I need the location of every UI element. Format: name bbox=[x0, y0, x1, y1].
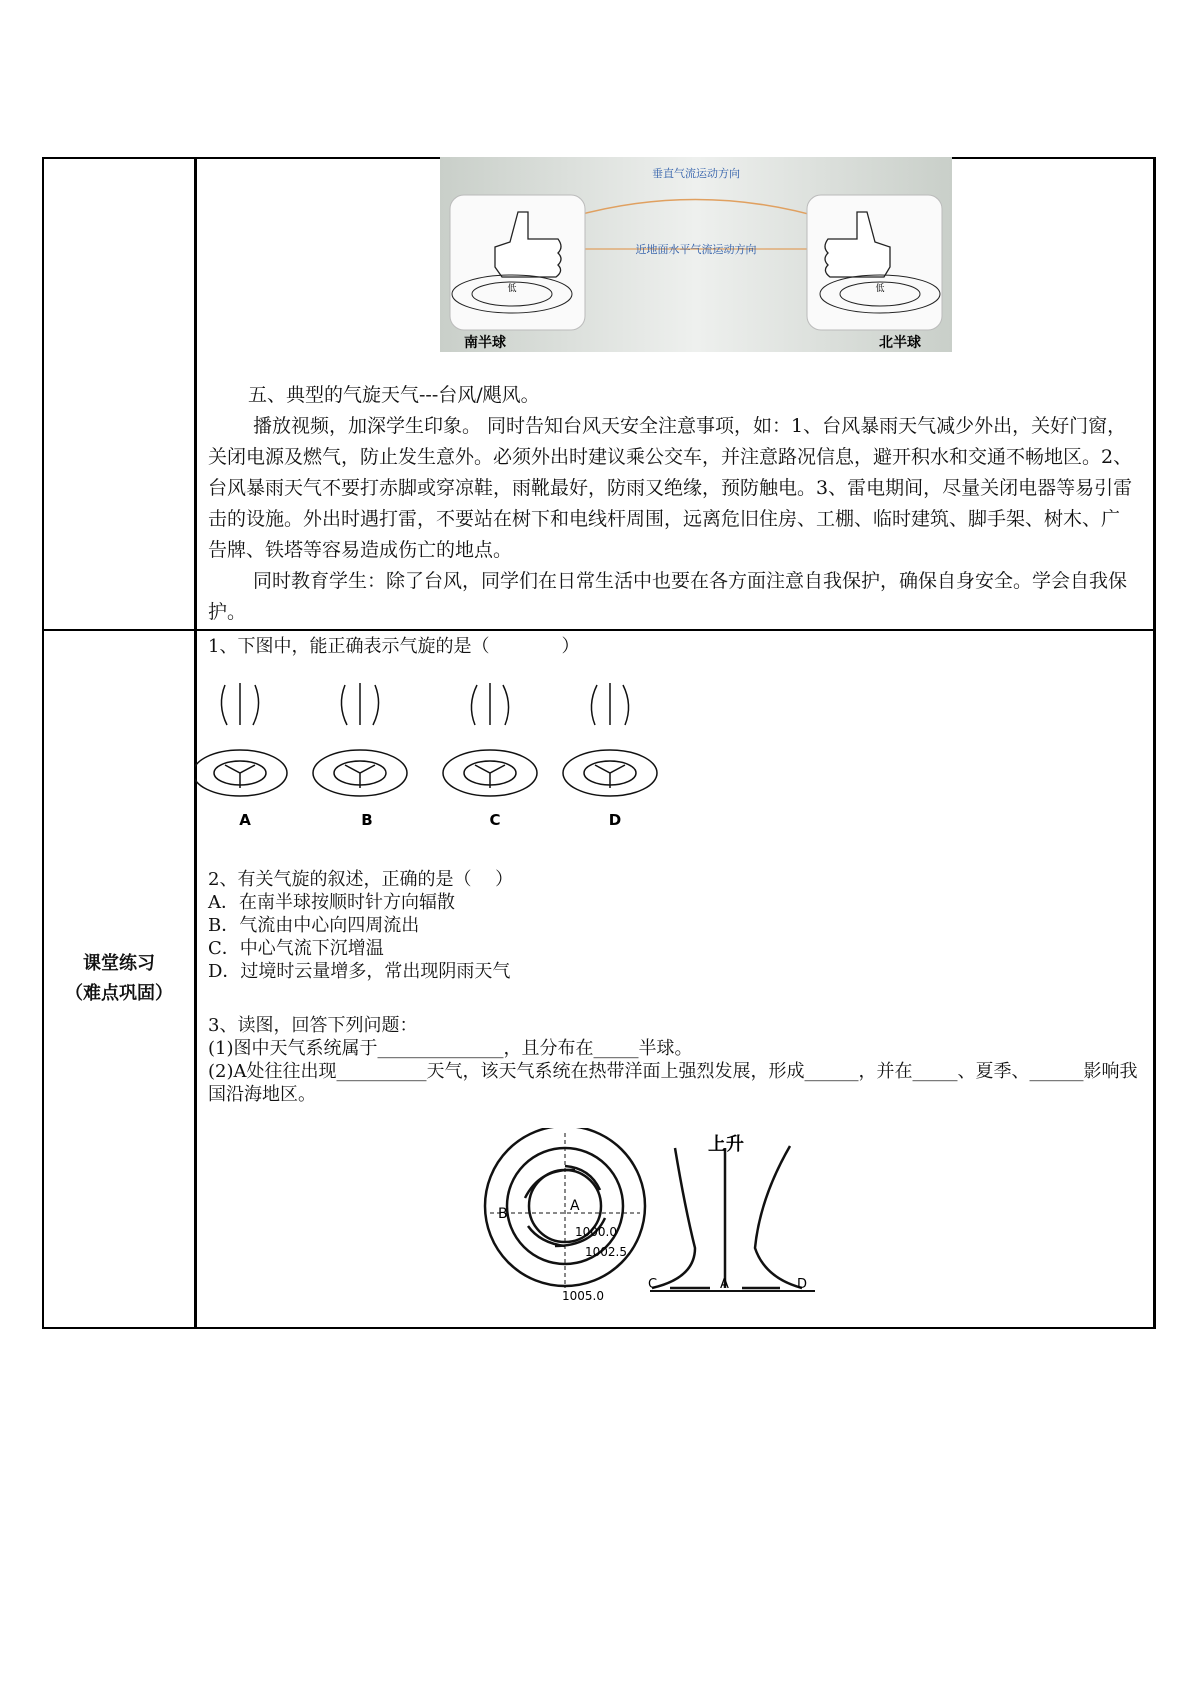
isobar-label-1002: 1002.5 bbox=[585, 1245, 627, 1259]
rise-label: 上升 bbox=[708, 1134, 744, 1155]
q2-option-c: C．中心气流下沉增温 bbox=[208, 938, 384, 959]
option-c-label: C bbox=[489, 811, 501, 829]
south-hemisphere-label: 南半球 bbox=[464, 335, 506, 351]
north-hemisphere-label: 北半球 bbox=[879, 335, 921, 351]
row-label-line1: 课堂练习 bbox=[83, 953, 155, 974]
question-1 bbox=[208, 635, 579, 658]
horizontal-flow-label: 近地面水平气流运动方向 bbox=[635, 243, 757, 256]
plan-point-a: A bbox=[570, 1198, 580, 1214]
q1-text: 1、下图中，能正确表示气旋的是（ ） bbox=[208, 636, 580, 657]
q3-sub2: (2)A处往往出现__________天气，该天气系统在热带洋面上强烈发展，形成______，并在_____、夏季、______影响我国沿海地区。 bbox=[208, 1061, 1138, 1105]
row-label-practice bbox=[44, 949, 194, 1009]
section-point-a: A bbox=[720, 1277, 729, 1292]
section-point-d: D bbox=[797, 1277, 808, 1292]
isobar-label-1005: 1005.0 bbox=[562, 1289, 604, 1303]
section-point-c: C bbox=[648, 1277, 658, 1292]
q3-cyclone-figure bbox=[480, 1128, 845, 1303]
option-c-diagram bbox=[443, 683, 537, 796]
plan-point-b: B bbox=[498, 1206, 508, 1222]
vertical-flow-label: 垂直气流运动方向 bbox=[652, 167, 740, 180]
row-label-line2: （难点巩固） bbox=[65, 983, 173, 1004]
q3-text: 3、读图，回答下列问题： bbox=[208, 1015, 418, 1036]
section5-para2: 同时教育学生：除了台风，同学们在日常生活中也要在各方面注意自我保护，确保自身安全。学会自我保护。 bbox=[208, 570, 1128, 623]
q1-cyclone-options-figure bbox=[195, 680, 665, 855]
q2-option-b: B．气流由中心向四周流出 bbox=[208, 915, 420, 936]
row-divider bbox=[44, 629, 1153, 631]
north-low-label: 低 bbox=[875, 284, 885, 294]
section5-text bbox=[208, 380, 1138, 628]
q2-text: 2、有关气旋的叙述，正确的是（ ） bbox=[208, 869, 514, 890]
q3-sub1: (1)图中天气系统属于______________，且分布在_____半球。 bbox=[208, 1038, 693, 1059]
hand-rule-figure bbox=[440, 157, 952, 352]
option-a-label: A bbox=[239, 811, 251, 829]
section5-heading: 五、典型的气旋天气---台风/飓风。 bbox=[248, 384, 540, 406]
option-b-diagram bbox=[313, 683, 407, 796]
option-a-diagram bbox=[195, 683, 287, 796]
question-2 bbox=[208, 868, 513, 983]
right-rising-flow bbox=[755, 1146, 802, 1288]
question-3 bbox=[208, 1014, 1138, 1106]
section5-para1: 播放视频，加深学生印象。 同时告知台风天安全注意事项，如：1、台风暴雨天气减少外出，关好门窗，关闭电源及燃气，防止发生意外。必须外出时建议乘公交车，并注意路况信息，避开积水和交通不畅地区。2、台风暴雨天气不要打赤脚或穿凉鞋，雨靴最好，防雨又绝缘，预防触电。3、雷电期间，尽量关闭电器等易引雷击的设施。外出时遇打雷，不要站在树下和电线杆周围，远离危旧住房、工棚、临时建筑、脚手架、树木、广告牌、铁塔等容易造成伤亡的地点。 bbox=[208, 415, 1133, 561]
q2-option-a: A．在南半球按顺时针方向辐散 bbox=[208, 892, 455, 913]
q2-option-d: D．过境时云量增多，常出现阴雨天气 bbox=[208, 961, 511, 982]
left-rising-flow bbox=[652, 1148, 695, 1288]
isobar-label-1000: 1000.0 bbox=[575, 1225, 617, 1239]
option-d-label: D bbox=[608, 811, 622, 829]
option-d-diagram bbox=[563, 683, 657, 796]
option-b-label: B bbox=[361, 811, 373, 829]
south-low-label: 低 bbox=[507, 284, 517, 294]
